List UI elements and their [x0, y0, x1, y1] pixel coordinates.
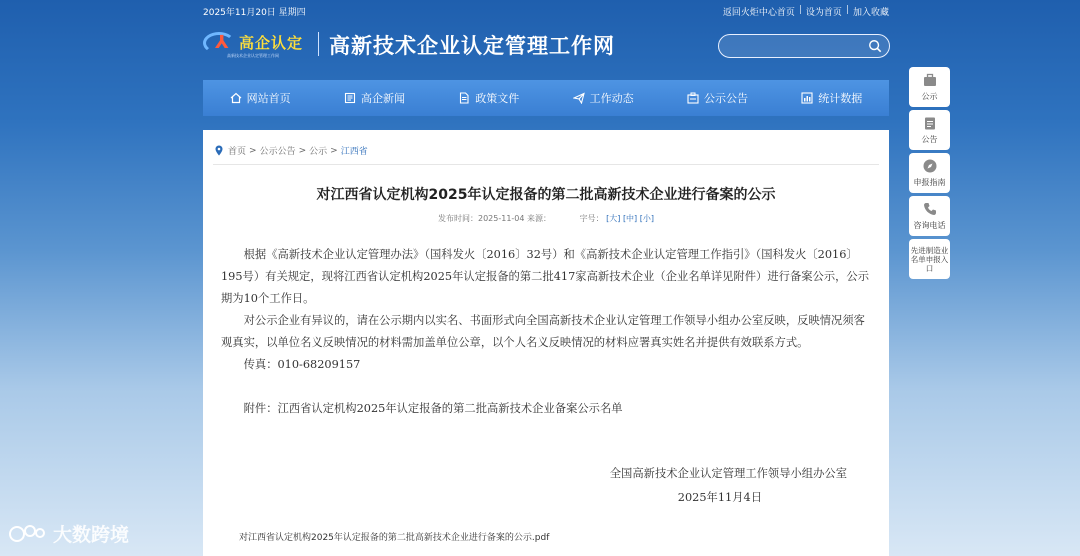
breadcrumb-sep: >	[298, 145, 307, 156]
font-size-small[interactable]: [小]	[639, 214, 654, 223]
side-item-label: 公示	[921, 92, 938, 101]
separator: |	[845, 5, 849, 15]
nav-item-label: 高企新闻	[360, 92, 405, 105]
site-title: 高新技术企业认定管理工作网	[329, 34, 615, 58]
publish-info: 发布时间：2025-11-04 来源：	[438, 214, 552, 223]
document-icon	[458, 92, 470, 104]
breadcrumb-current[interactable]: 江西省	[340, 147, 368, 157]
clipboard-icon	[922, 115, 938, 131]
nav-item-label: 政策文件	[475, 92, 520, 105]
notice-icon	[687, 92, 699, 104]
nav-item-label: 网站首页	[246, 92, 291, 105]
location-pin-icon	[215, 145, 223, 156]
attachment-line: 附件：江西省认定机构2025年认定报备的第二批高新技术企业备案公示名单	[243, 402, 623, 415]
breadcrumb	[215, 144, 368, 157]
breadcrumb-publicity[interactable]: 公示	[309, 147, 328, 157]
paragraph: 根据《高新技术企业认定管理办法》（国科发火〔2016〕32号）和《高新技术企业认定管理工作指引》（国科发火〔2016〕195号）有关规定，现将江西省认定机构2025年认定报备的第二批417家高新技术企业（企业名单详见附件）进行备案公示，公示期为10个工作日。	[221, 248, 870, 305]
search-input[interactable]	[729, 36, 869, 58]
article-body	[221, 244, 871, 420]
article-panel	[203, 130, 889, 556]
watermark-text: 大数跨境	[53, 524, 130, 546]
breadcrumb-sep: >	[330, 145, 338, 156]
font-size-medium[interactable]: [中]	[622, 214, 638, 223]
breadcrumb-home[interactable]: 首页	[228, 147, 247, 157]
nav-item-label: 工作动态	[589, 92, 634, 105]
side-toolbar	[909, 67, 950, 282]
logo-text: 高企认定	[239, 33, 304, 52]
top-bar	[203, 0, 889, 20]
font-size-large[interactable]: [大]	[606, 214, 621, 223]
search-box	[718, 34, 890, 58]
side-item-label: 公告	[921, 135, 938, 144]
article-title: 对江西省认定机构2025年认定报备的第二批高新技术企业进行备案的公示	[316, 187, 776, 203]
compass-icon	[922, 158, 938, 174]
side-item-announcement[interactable]	[909, 110, 950, 150]
main-nav	[203, 80, 889, 116]
font-size-label: 字号：	[579, 214, 604, 223]
side-item-publicity[interactable]	[909, 67, 950, 107]
logo-mark-icon: ⅄	[203, 28, 237, 56]
side-item-guide[interactable]	[909, 153, 950, 193]
paragraph: 对公示企业有异议的，请在公示期内以实名、书面形式向全国高新技术企业认定管理工作领导小组办公室反映，反映情况须客观真实，以单位名义反映情况的材料需加盖单位公章，以个人名义反映情况的材料应署真实姓名并提供有效联系方式。	[221, 314, 865, 349]
nav-item-label: 公示公告	[703, 92, 748, 105]
nav-item-work[interactable]	[573, 90, 634, 106]
side-item-label: 申报指南	[913, 178, 946, 187]
article-meta	[203, 213, 889, 224]
signing-date: 2025年11月4日	[677, 491, 762, 504]
watermark-logo-icon	[8, 523, 48, 545]
link-add-favorite[interactable]: 加入收藏	[852, 8, 889, 18]
logo-subtitle: 高新技术企业认定管理工作网	[227, 53, 279, 58]
site-header	[203, 26, 889, 66]
home-icon	[230, 92, 242, 104]
breadcrumb-notices[interactable]: 公示公告	[259, 147, 296, 157]
top-links	[723, 5, 889, 18]
briefcase-icon	[922, 72, 938, 88]
site-logo[interactable]	[203, 28, 303, 56]
nav-item-notice[interactable]	[687, 90, 748, 106]
side-item-label: 咨询电话	[913, 221, 946, 230]
nav-item-news[interactable]	[344, 90, 405, 106]
phone-icon	[922, 201, 938, 217]
signing-org: 全国高新技术企业认定管理工作领导小组办公室	[609, 467, 847, 480]
side-item-hotline[interactable]	[909, 196, 950, 236]
paper-plane-icon	[573, 92, 585, 104]
current-date: 2025年11月20日 星期四	[203, 8, 306, 18]
breadcrumb-sep: >	[249, 145, 257, 156]
nav-item-label: 统计数据	[818, 92, 863, 105]
link-torch-center-home[interactable]: 返回火炬中心首页	[722, 8, 795, 18]
nav-item-stats[interactable]	[801, 90, 862, 106]
signature	[610, 462, 847, 510]
fax-line: 传真：010-68209157	[243, 358, 361, 371]
link-set-homepage[interactable]: 设为首页	[805, 8, 842, 18]
watermark	[8, 520, 129, 547]
news-icon	[344, 92, 356, 104]
attachment-pdf-link[interactable]: 对江西省认定机构2025年认定报备的第二批高新技术企业进行备案的公示.pdf	[239, 533, 550, 543]
side-item-advanced-manufacturing-entry[interactable]: 先进制造业名单申报入口	[909, 239, 950, 279]
search-icon[interactable]	[868, 39, 882, 53]
nav-item-home[interactable]	[230, 90, 291, 106]
chart-icon	[801, 92, 813, 104]
divider	[318, 32, 319, 56]
separator: |	[798, 5, 802, 15]
nav-item-policy[interactable]	[458, 90, 519, 106]
divider	[213, 164, 879, 165]
